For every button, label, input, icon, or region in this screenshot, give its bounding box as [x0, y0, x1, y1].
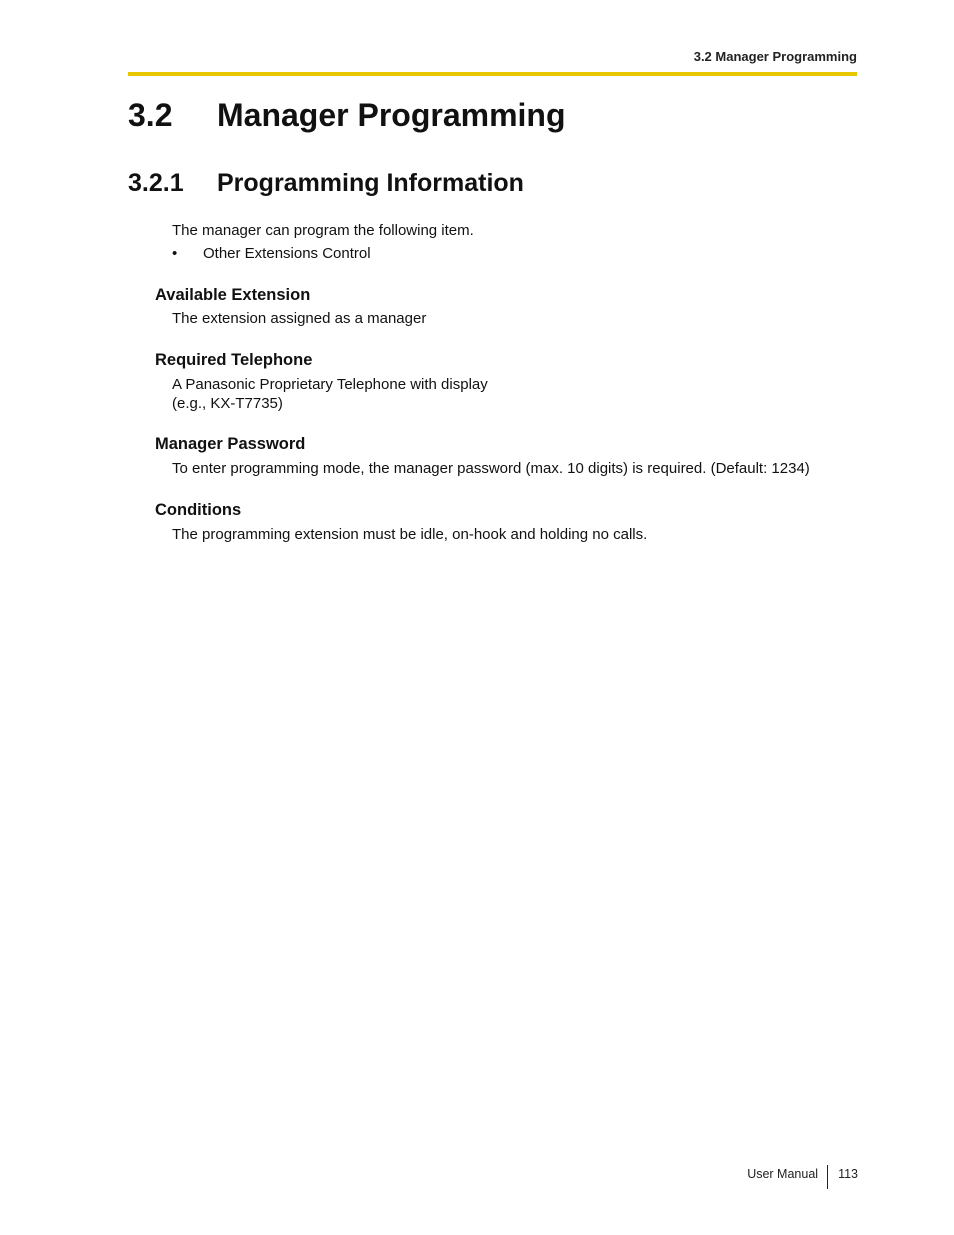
subsection-number: 3.2.1: [128, 169, 184, 197]
section-title: Manager Programming: [217, 97, 566, 133]
running-header: 3.2 Manager Programming: [693, 49, 857, 64]
required-telephone-text-line-2: (e.g., KX-T7735): [172, 395, 283, 412]
manager-password-text: To enter programming mode, the manager password (max. 10 digits) is required. (Default: 1234): [172, 460, 810, 477]
manager-password-heading: Manager Password: [155, 435, 306, 453]
list-item: [172, 244, 371, 263]
intro-text: The manager can program the following item.: [172, 222, 474, 239]
conditions-heading: Conditions: [155, 501, 242, 519]
required-telephone-text-line-1: A Panasonic Proprietary Telephone with display: [172, 376, 488, 393]
available-extension-heading: Available Extension: [155, 286, 311, 304]
list-item-text: Other Extensions Control: [203, 245, 371, 262]
section-heading: [128, 96, 566, 134]
page-number: 113: [838, 1167, 858, 1181]
page-footer: [747, 1165, 858, 1189]
header-rule: [128, 72, 857, 76]
section-number: 3.2: [128, 97, 173, 133]
bullet-icon: •: [172, 245, 178, 262]
conditions-text: The programming extension must be idle, on-hook and holding no calls.: [172, 526, 648, 543]
footer-manual-label: User Manual: [747, 1167, 819, 1181]
available-extension-text: The extension assigned as a manager: [172, 310, 427, 327]
subsection-title: Programming Information: [217, 169, 524, 197]
required-telephone-heading: Required Telephone: [155, 351, 313, 369]
subsection-heading: [128, 168, 524, 198]
